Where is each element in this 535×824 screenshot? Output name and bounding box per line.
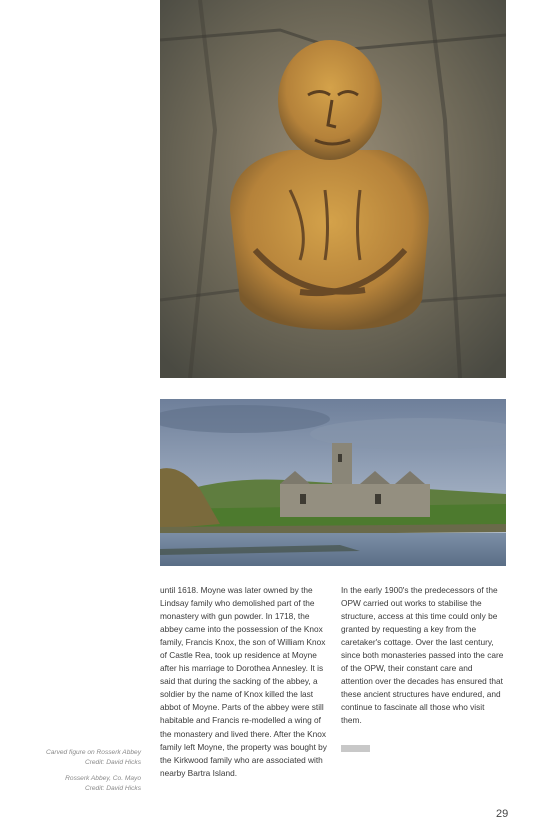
body-text-right-column: In the early 1900's the predecessors of the OPW carried out works to stabilise the structure, access at this time could only be granted by requesting a key from the caretaker's cottage. Over the last century, since both monasteries passed into the care of the OPW, their constant care and attention over the decades has ensured that these ancient structures have endured, and continue to fascinate all those who visit them. xyxy=(341,585,504,726)
caption-credit: Credit: David Hicks xyxy=(84,758,141,766)
caption-rosserk-abbey xyxy=(20,774,141,793)
caption-title: Carved figure on Rosserk Abbey xyxy=(45,749,141,756)
caption-carved-figure xyxy=(20,748,141,767)
body-text-left-column: until 1618. Moyne was later owned by the Lindsay family who demolished part of the monastery with gun powder. In 1718, the abbey came into the possession of the Knox family, Francis Knox, the son of William Knox of Castle Rea, took up residence at Moyne after his marriage to Dorothea Annesley. It is said that during the sacking of the abbey, a soldier by the name of Knox killed the last abbot of Moyne. Parts of the abbey were still habitable and Francis re-modelled a wing of the monastery and lived there. After the Knox family left Moyne, the property was bought by the Kirkwood family who are associated with nearby Bartra Island. xyxy=(160,585,327,778)
caption-title: Rosserk Abbey, Co. Mayo xyxy=(65,775,141,782)
caption-credit: Credit: David Hicks xyxy=(84,784,141,792)
abbey-landscape-photo xyxy=(160,399,506,566)
page-number: 29 xyxy=(496,808,509,820)
carved-figure-photo xyxy=(160,0,506,378)
decorative-bar xyxy=(341,745,370,752)
